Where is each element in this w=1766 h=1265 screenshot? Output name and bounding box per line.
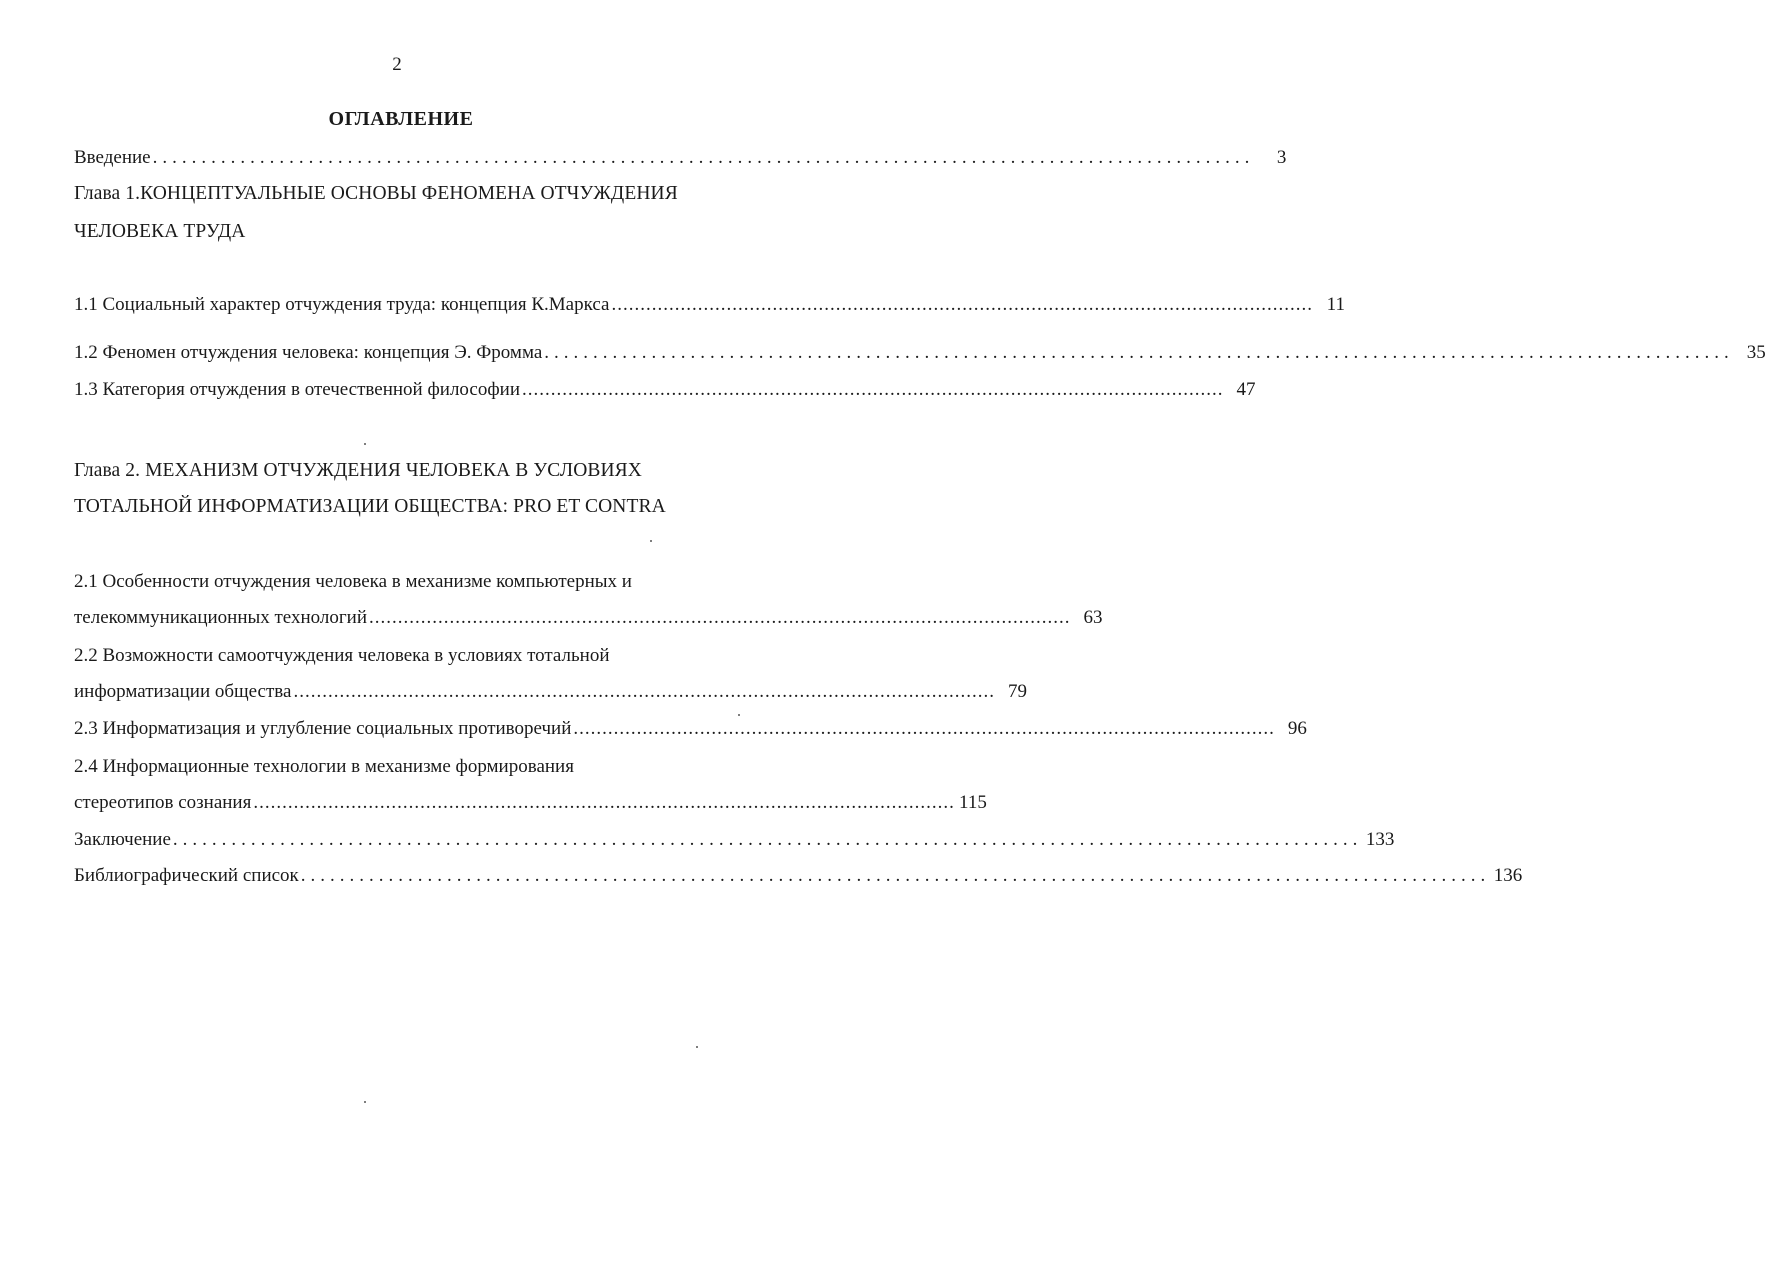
toc-entry-2-2[interactable] [74, 680, 1027, 704]
dot-leader: .......................................................................................................................... [521, 379, 1224, 400]
toc-entry-page: 47 [1236, 379, 1256, 400]
toc-entry-page: 115 [959, 792, 987, 813]
dot-leader: ................................................................................................................. [152, 147, 1255, 168]
toc-entry-conclusion[interactable] [74, 828, 1395, 852]
chapter2-heading-line1[interactable]: Глава 2. МЕХАНИЗМ ОТЧУЖДЕНИЯ ЧЕЛОВЕКА В УСЛОВИЯХ [74, 460, 642, 481]
scan-speck [364, 1101, 366, 1103]
toc-entry-bibliography[interactable] [74, 864, 1523, 888]
toc-entry-label: 2.3 Информатизация и углубление социальных противоречий [74, 718, 572, 739]
toc-entry-label: информатизации общества [74, 681, 292, 702]
toc-entry-page: 3 [1276, 147, 1287, 168]
dot-leader: .......................................................................................................................... [611, 294, 1313, 315]
dot-leader: .......................................................................................................................... [293, 681, 995, 702]
toc-entry-label: Введение [74, 147, 151, 168]
toc-title: ОГЛАВЛЕНИЕ [328, 108, 474, 130]
dot-leader: .......................................................................................................................... [300, 865, 1491, 886]
page-number: 2 [392, 54, 402, 75]
toc-entry-label: Заключение [74, 829, 171, 850]
toc-entry-label: 1.2 Феномен отчуждения человека: концепция Э. Фромма [74, 342, 543, 363]
dot-leader: .......................................................................................................................... [172, 829, 1363, 850]
toc-entry-2-2-line1[interactable]: 2.2 Возможности самоотчуждения человека в условиях тотальной [74, 645, 610, 666]
toc-entry-1-2[interactable] [74, 341, 1766, 365]
toc-entry-label: 1.3 Категория отчуждения в отечественной философии [74, 379, 520, 400]
dot-leader: .......................................................................................................................... [369, 607, 1071, 628]
toc-entry-label: 1.1 Социальный характер отчуждения труда: концепция К.Маркса [74, 294, 610, 315]
toc-entry-2-3[interactable] [74, 717, 1307, 741]
toc-entry-label: телекоммуникационных технологий [74, 607, 368, 628]
toc-entry-page: 63 [1083, 607, 1103, 628]
scan-speck [696, 1046, 698, 1048]
dot-leader: .......................................................................................................................... [573, 718, 1275, 739]
toc-entry-page: 35 [1746, 342, 1766, 363]
toc-entry-label: стереотипов сознания [74, 792, 252, 813]
scan-speck [650, 540, 652, 542]
toc-entry-page: 79 [1007, 681, 1027, 702]
toc-entry-label: Библиографический список [74, 865, 299, 886]
toc-entry-page: 96 [1287, 718, 1307, 739]
toc-entry-2-1[interactable] [74, 606, 1103, 630]
scan-speck [738, 714, 740, 716]
chapter1-heading-line2[interactable]: ЧЕЛОВЕКА ТРУДА [74, 221, 246, 242]
chapter1-heading-line1[interactable]: Глава 1.КОНЦЕПТУАЛЬНЫЕ ОСНОВЫ ФЕНОМЕНА ОТЧУЖДЕНИЯ [74, 183, 678, 204]
dot-leader: .......................................................................................................................... [544, 342, 1734, 363]
scan-speck [364, 443, 366, 445]
toc-entry-page: 11 [1326, 294, 1345, 315]
toc-entry-2-4-line1[interactable]: 2.4 Информационные технологии в механизме формирования [74, 756, 574, 777]
toc-entry-intro[interactable] [74, 146, 1287, 170]
toc-entry-page: 136 [1493, 865, 1523, 886]
toc-entry-1-1[interactable] [74, 293, 1345, 317]
toc-entry-2-4[interactable] [74, 791, 987, 815]
dot-leader: .......................................................................................................................... [253, 792, 955, 813]
toc-entry-page: 133 [1365, 829, 1395, 850]
toc-entry-1-3[interactable] [74, 378, 1256, 402]
toc-entry-2-1-line1[interactable]: 2.1 Особенности отчуждения человека в механизме компьютерных и [74, 571, 632, 592]
chapter2-heading-line2[interactable]: ТОТАЛЬНОЙ ИНФОРМАТИЗАЦИИ ОБЩЕСТВА: PRO ET CONTRA [74, 496, 666, 517]
